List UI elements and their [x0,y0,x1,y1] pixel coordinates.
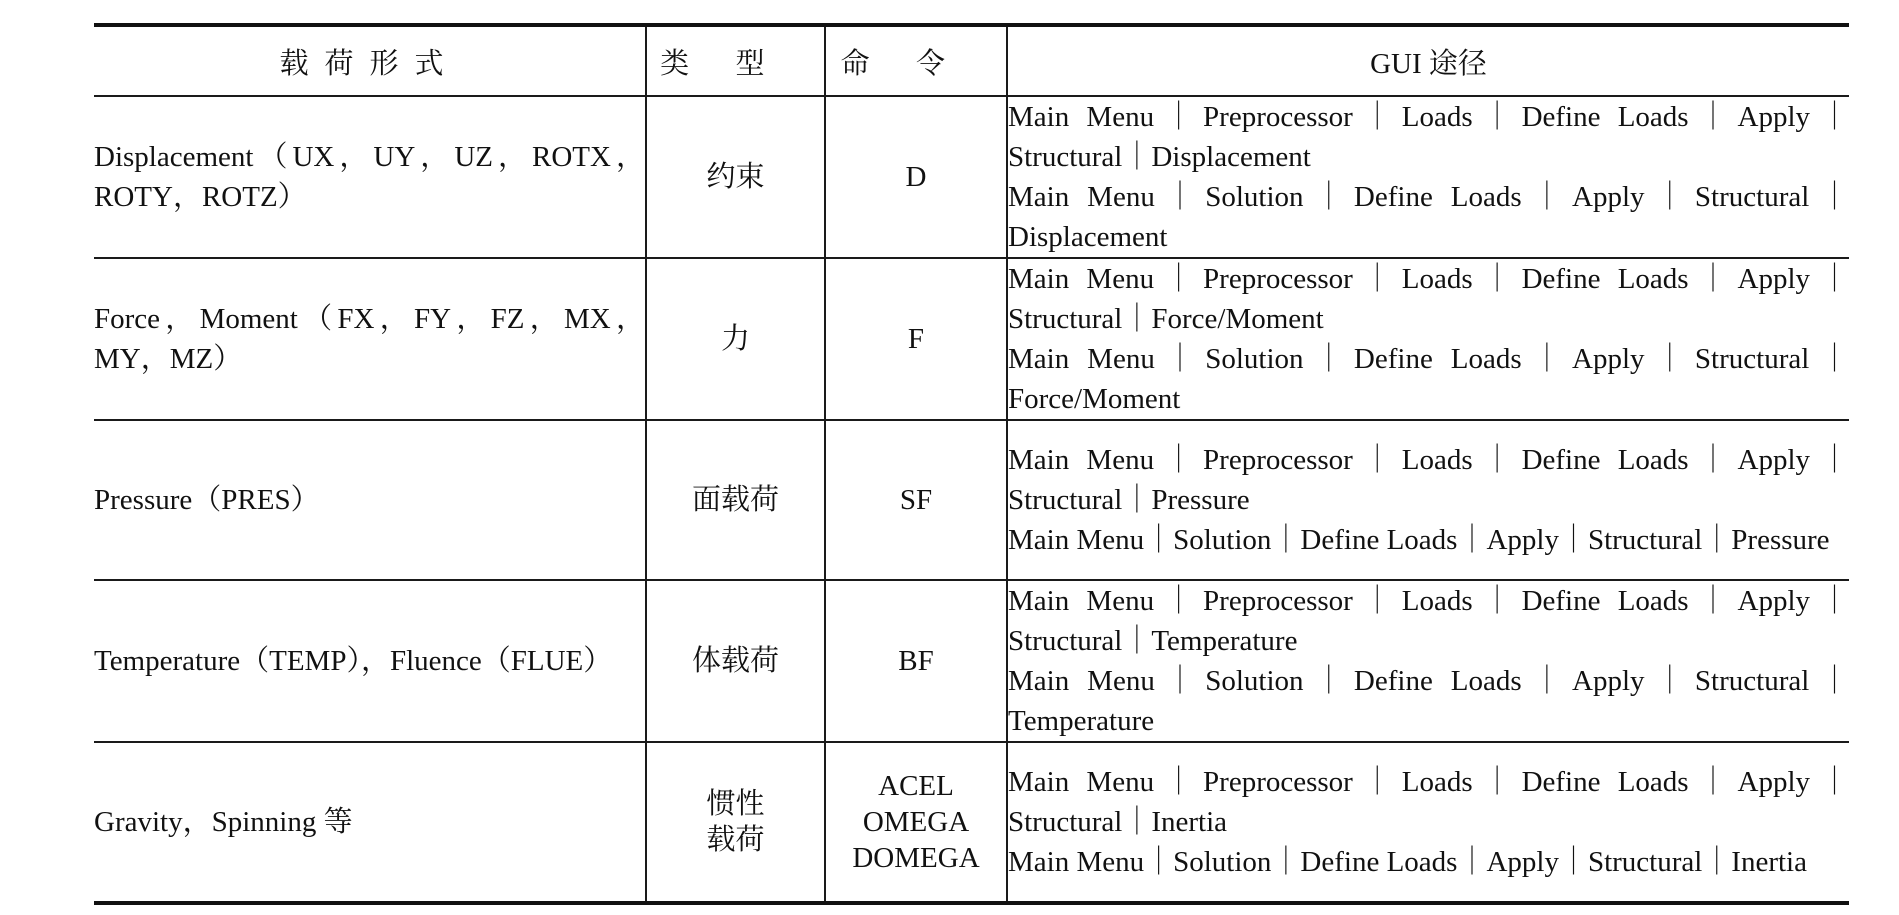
gui-path-cell [1007,742,1849,903]
load-type-cell [646,96,825,258]
command-line: D [905,161,927,193]
command-line: SF [899,484,933,516]
gui-path: Main Menu｜Solution｜Define Loads｜Apply｜Structural｜Inertia [1008,846,1807,878]
header-load-form: 载荷形式 [94,25,646,96]
gui-path: Main Menu｜Preprocessor｜Loads｜Define Loads｜Apply｜Structural｜Force/Moment [1008,263,1849,335]
load-type-line: 惯性 [706,788,765,820]
gui-path: Main Menu｜Preprocessor｜Loads｜Define Loads｜Apply｜Structural｜Displacement [1008,101,1849,173]
load-type-line: 体载荷 [691,645,779,677]
load-type-cell [646,420,825,580]
gui-path: Main Menu｜Solution｜Define Loads｜Apply｜Structural｜Force/Moment [1008,343,1849,415]
command-line: ACEL [878,770,954,802]
load-form-cell: Gravity，Spinning 等 [94,742,646,903]
command-line: OMEGA [862,806,970,838]
table-row [94,96,1849,258]
load-type-line: 力 [720,323,750,355]
load-type-line: 载荷 [706,824,765,856]
gui-path: Main Menu｜Solution｜Define Loads｜Apply｜Structural｜Temperature [1008,665,1849,737]
gui-path: Main Menu｜Solution｜Define Loads｜Apply｜Structural｜Pressure [1008,524,1830,556]
command-cell [825,580,1007,742]
gui-path: Main Menu｜Solution｜Define Loads｜Apply｜Structural｜Displacement [1008,181,1849,253]
header-type: 类型 [646,25,825,96]
table-body [94,96,1849,903]
header-row [94,25,1849,96]
command-line: F [907,323,925,355]
load-type-cell [646,742,825,903]
table-row [94,258,1849,420]
gui-path-cell [1007,96,1849,258]
command-cell [825,258,1007,420]
gui-path-cell [1007,580,1849,742]
gui-path-cell [1007,420,1849,580]
gui-path: Main Menu｜Preprocessor｜Loads｜Define Loads｜Apply｜Structural｜Pressure [1008,444,1849,516]
command-line: BF [898,645,934,677]
load-form-cell: Displacement（UX，UY，UZ，ROTX，ROTY，ROTZ） [94,96,646,258]
header-gui-path: GUI 途径 [1007,25,1849,96]
header-command: 命令 [825,25,1007,96]
command-line: DOMEGA [852,842,980,874]
load-type-cell [646,258,825,420]
table-row [94,580,1849,742]
command-cell [825,420,1007,580]
gui-path-cell [1007,258,1849,420]
load-type-line: 面载荷 [691,484,779,516]
load-type-cell [646,580,825,742]
gui-path: Main Menu｜Preprocessor｜Loads｜Define Loads｜Apply｜Structural｜Temperature [1008,585,1849,657]
command-cell [825,96,1007,258]
table-row [94,420,1849,580]
load-type-line: 约束 [706,161,765,193]
table-row [94,742,1849,903]
load-form-cell: Temperature（TEMP），Fluence（FLUE） [94,580,646,742]
command-cell [825,742,1007,903]
load-types-table [94,23,1849,905]
load-form-cell: Pressure（PRES） [94,420,646,580]
gui-path: Main Menu｜Preprocessor｜Loads｜Define Loads｜Apply｜Structural｜Inertia [1008,766,1849,838]
load-form-cell: Force，Moment（FX，FY，FZ，MX，MY，MZ） [94,258,646,420]
